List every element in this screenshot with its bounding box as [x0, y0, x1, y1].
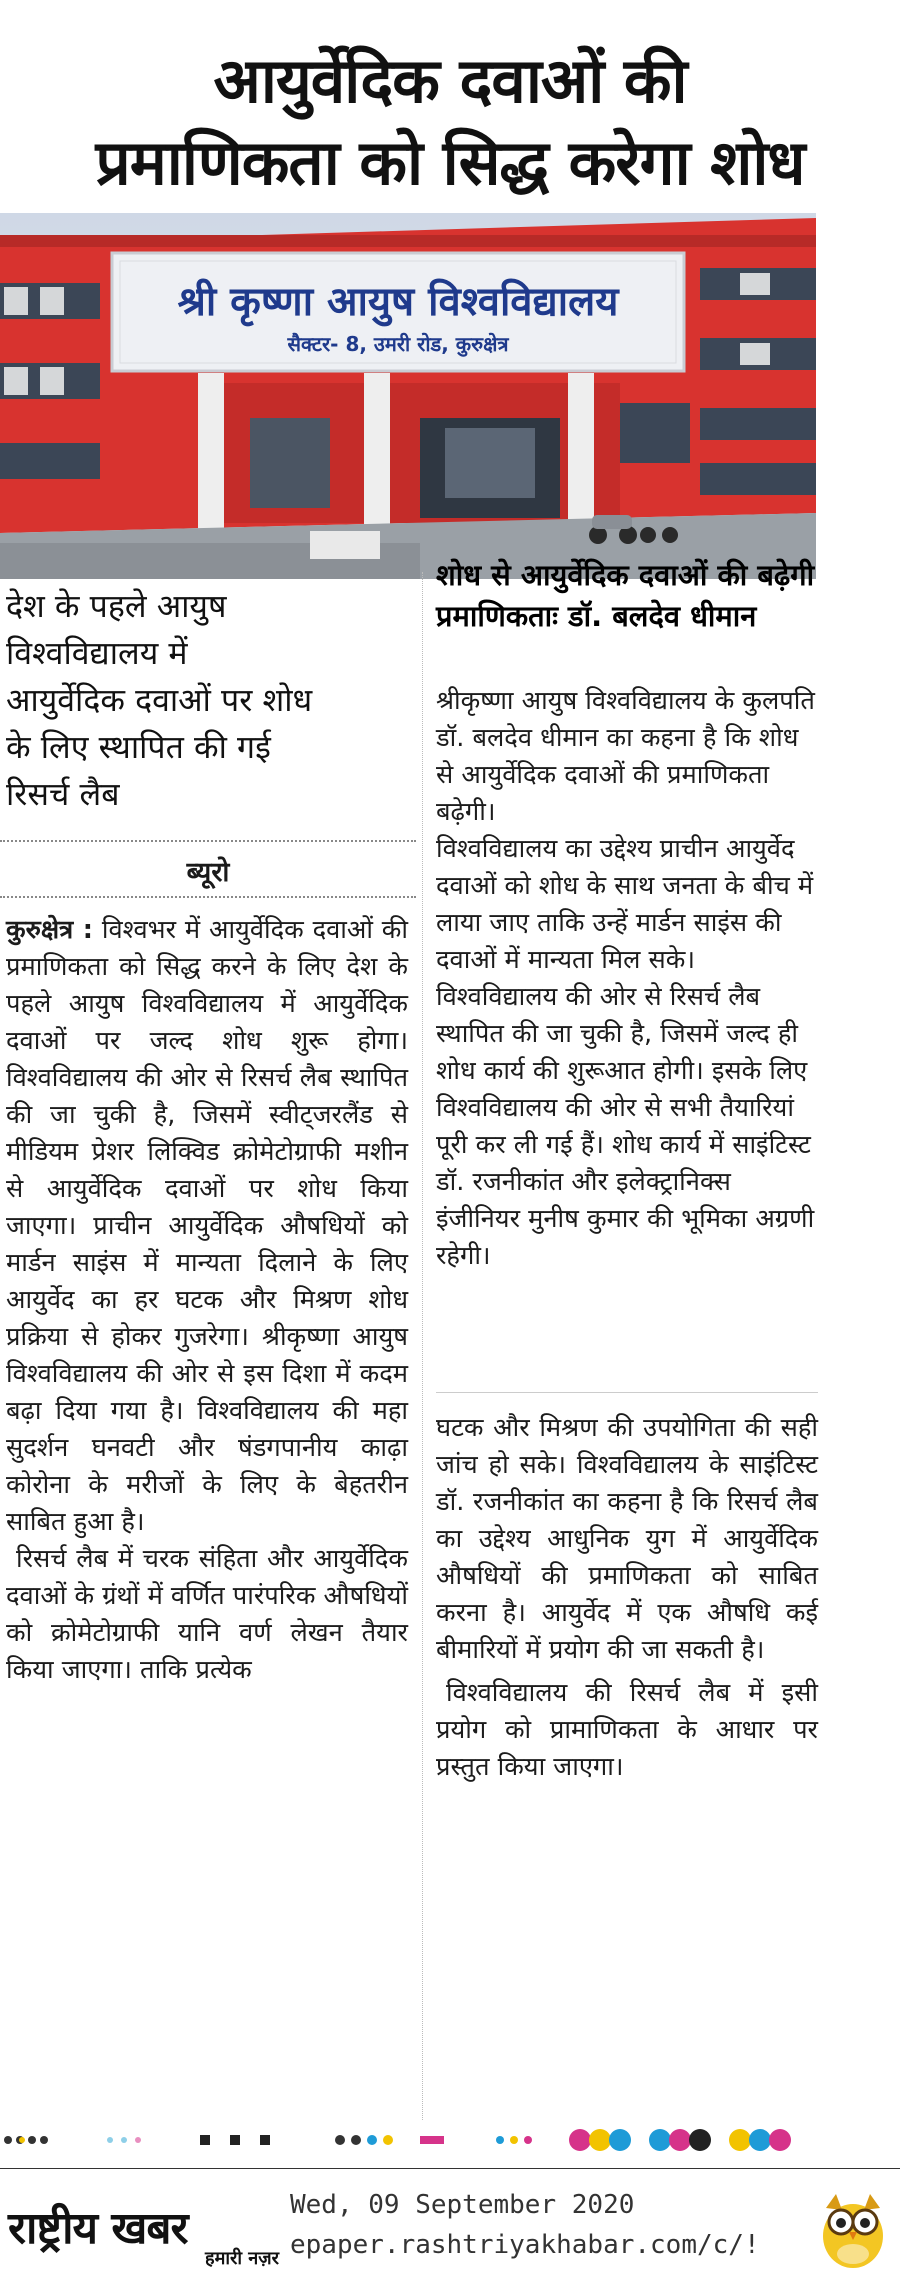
sidebar-paragraph-2: विश्वविद्यालय का उद्देश्य प्राचीन आयुर्वेद दवाओं को शोध के साथ जनता के बीच में लाया जाए ताकि उन्हें मार्डन साइंस की दवाओं में मान्यता मिल सके। विश्वविद्यालय की ओर से रिसर्च लैब स्थापित की जा चुकी है, जिसमें जल्द ही शोध कार्य की शुरूआत होगी। इसके लिए विश्वविद्यालय की ओर से सभी तैयारियां पूरी कर ली गई हैं। शोध कार्य में साइंटिस्ट डॉ. रजनीकांत और इलेक्ट्रानिक्स इंजीनियर मुनीष कुमार की भूमिका अग्रणी रहेगी।	[436, 834, 815, 1271]
epaper-url[interactable]: epaper.rashtriyakhabar.com/c/!	[290, 2230, 760, 2260]
sign-address: सैक्टर- 8, उमरी रोड, कुरुक्षेत्र	[287, 332, 509, 356]
print-registration-bar	[0, 2125, 816, 2155]
logo-name: राष्ट्रीय खबर	[8, 2203, 188, 2254]
sign-title: श्री कृष्णा आयुष विश्वविद्यालय	[177, 279, 619, 325]
university-building-photo	[0, 213, 816, 579]
sidebar-box-rule	[436, 1392, 818, 1393]
clipped-top-text	[0, 0, 900, 14]
paragraph-1-text: विश्वभर में आयुर्वेदिक दवाओं की प्रमाणिकता को सिद्ध करने के लिए देश के पहले आयुष विश्वविद्यालय में आयुर्वेदिक दवाओं पर जल्द शोध शुरू होगा। विश्वविद्यालय की ओर से रिसर्च लैब स्थापित की जा चुकी है, जिसमें स्वीट्जरलैंड से मीडियम प्रेशर लिक्विड क्रोमेटोग्राफी मशीन से आयुर्वेदिक दवाओं पर शोध किया जाएगा। प्राचीन आयुर्वेदिक औषधियों को मार्डन साइंस में मान्यता दिलाने के लिए आयुर्वेद का हर घटक और मिश्रण शोध प्रक्रिया से होकर गुजरेगा। श्रीकृष्णा आयुष विश्वविद्यालय की ओर से इस दिशा में कदम बढ़ा दिया गया है। विश्वविद्यालय की महा सुदर्शन घनवटी और षंडगपानीय काढ़ा कोरोना के मरीजों के लिए के बेहतरीन साबित हुआ है।	[6, 915, 408, 1537]
owl-mascot-icon	[818, 2186, 888, 2270]
sidebar-subheadline: शोध से आयुर्वेदिक दवाओं की बढ़ेगी प्रमाणिकताः डॉ. बलदेव धीमान	[436, 558, 815, 633]
article-paragraph-1	[6, 912, 408, 1541]
article-column-1	[6, 912, 408, 1689]
side-headline-line-4: के लिए स्थापित की गई	[6, 728, 271, 766]
logo-tagline: हमारी नज़र	[205, 2248, 279, 2269]
newspaper-logo	[8, 2180, 283, 2272]
side-headline-line-1: देश के पहले आयुष	[6, 587, 227, 625]
side-headline-line-3: आयुर्वेदिक दवाओं पर शोध	[6, 681, 313, 719]
dateline: कुरुक्षेत्र :	[6, 915, 94, 945]
side-headline-line-2: विश्वविद्यालय में	[6, 634, 188, 672]
headline	[0, 40, 900, 204]
byline-bottom-rule	[0, 896, 416, 898]
continued-paragraph-2: विश्वविद्यालय की रिसर्च लैब में इसी प्रयोग को प्रामाणिकता के आधार पर प्रस्तुत किया जाएगा।	[436, 1678, 818, 1782]
byline-top-rule	[0, 840, 416, 842]
footer-rule	[0, 2168, 900, 2169]
headline-line-2: प्रमाणिकता को सिद्ध करेगा शोध	[95, 126, 805, 199]
column-divider	[422, 572, 423, 2120]
sidebar-box-text	[436, 683, 818, 1275]
headline-line-1: आयुर्वेदिक दवाओं की	[213, 44, 687, 117]
side-headline	[0, 583, 410, 818]
side-headline-line-5: रिसर्च लैब	[6, 775, 120, 813]
byline: ब्यूरो	[186, 857, 230, 888]
article-paragraph-2: रिसर्च लैब में चरक संहिता और आयुर्वेदिक दवाओं के ग्रंथों में वर्णित पारंपरिक औषधियों को क्रोमेटोग्राफी यानि वर्ण लेखन तैयार किया जाएगा। ताकि प्रत्येक	[6, 1544, 409, 1685]
continued-paragraph-1: घटक और मिश्रण की उपयोगिता की सही जांच हो सके। विश्वविद्यालय के साइंटिस्ट डॉ. रजनीकांत का कहना है कि रिसर्च लैब का उद्देश्य आधुनिक युग में आयुर्वेदिक औषधियों की प्रमाणिकता को साबित करना है। आयुर्वेद में एक औषधि कई बीमारियों में प्रयोग की जा सकती है।	[436, 1413, 818, 1665]
edition-date: Wed, 09 September 2020	[290, 2190, 635, 2220]
sidebar-paragraph-1: श्रीकृष्णा आयुष विश्वविद्यालय के कुलपति डॉ. बलदेव धीमान का कहना है कि शोध से आयुर्वेदिक दवाओं की प्रमाणिकता बढ़ेगी।	[436, 686, 815, 827]
article-column-2	[436, 1410, 818, 1792]
